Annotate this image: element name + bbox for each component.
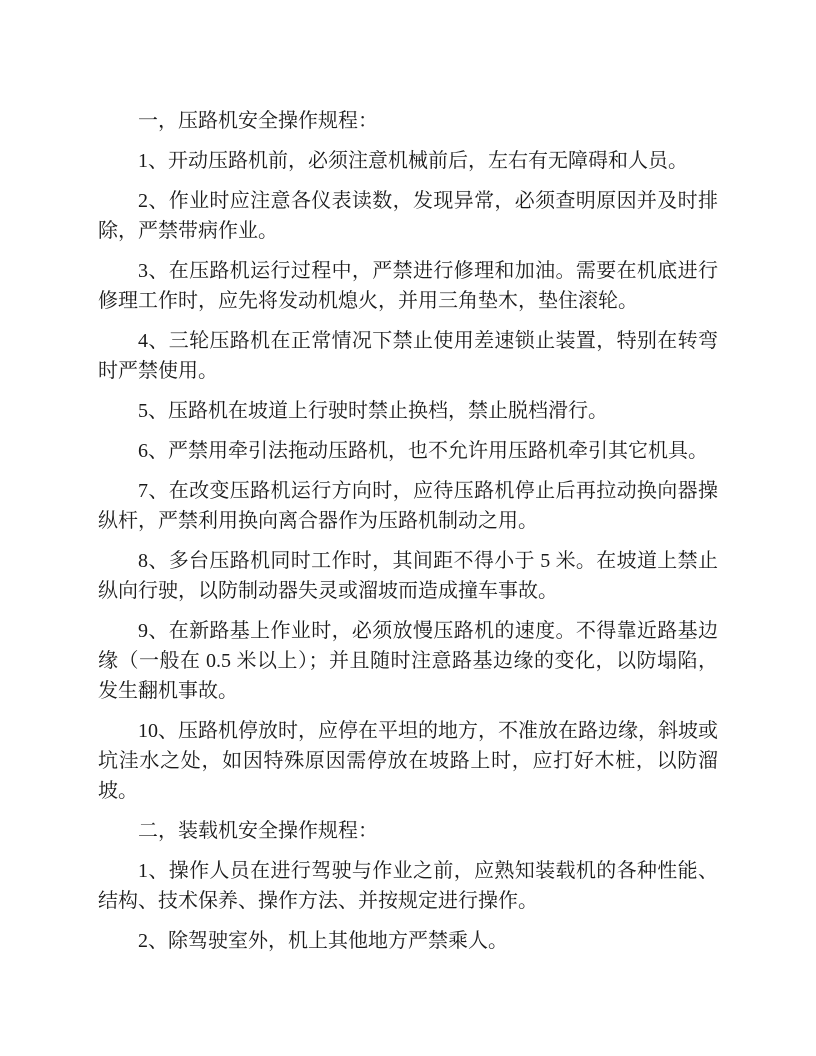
rule-paragraph: 1、操作人员在进行驾驶与作业之前，应熟知装载机的各种性能、结构、技术保养、操作方法、并按规定进行操作。 [98, 860, 718, 912]
rule-paragraph: 1、开动压路机前，必须注意机械前后，左右有无障碍和人员。 [138, 150, 688, 172]
rule-paragraph: 9、在新路基上作业时，必须放慢压路机的速度。不得靠近路基边缘（一般在 0.5 米以上）；并且随时注意路基边缘的变化，以防塌陷，发生翻机事故。 [98, 620, 718, 702]
section-heading: 二，装载机安全操作规程： [138, 820, 378, 842]
rule-paragraph: 8、多台压路机同时工作时，其间距不得小于 5 米。在坡道上禁止纵向行驶，以防制动器失灵或溜坡而造成撞车事故。 [98, 550, 718, 602]
section-heading: 一，压路机安全操作规程： [138, 110, 378, 132]
rule-paragraph: 2、作业时应注意各仪表读数，发现异常，必须查明原因并及时排除，严禁带病作业。 [98, 190, 718, 242]
rule-paragraph: 6、严禁用牵引法拖动压路机，也不允许用压路机牵引其它机具。 [138, 440, 708, 462]
rule-paragraph: 3、在压路机运行过程中，严禁进行修理和加油。需要在机底进行修理工作时，应先将发动机熄火，并用三角垫木，垫住滚轮。 [98, 260, 718, 312]
rule-paragraph: 2、除驾驶室外，机上其他地方严禁乘人。 [138, 930, 508, 952]
rule-paragraph: 10、压路机停放时，应停在平坦的地方，不准放在路边缘，斜坡或坑洼水之处，如因特殊原因需停放在坡路上时，应打好木桩，以防溜坡。 [98, 720, 718, 802]
rule-paragraph: 5、压路机在坡道上行驶时禁止换档，禁止脱档滑行。 [138, 400, 608, 422]
page-body [98, 106, 718, 956]
rule-paragraph: 4、三轮压路机在正常情况下禁止使用差速锁止装置，特别在转弯时严禁使用。 [98, 330, 718, 382]
rule-paragraph: 7、在改变压路机运行方向时，应待压路机停止后再拉动换向器操纵杆，严禁利用换向离合器作为压路机制动之用。 [98, 480, 718, 532]
